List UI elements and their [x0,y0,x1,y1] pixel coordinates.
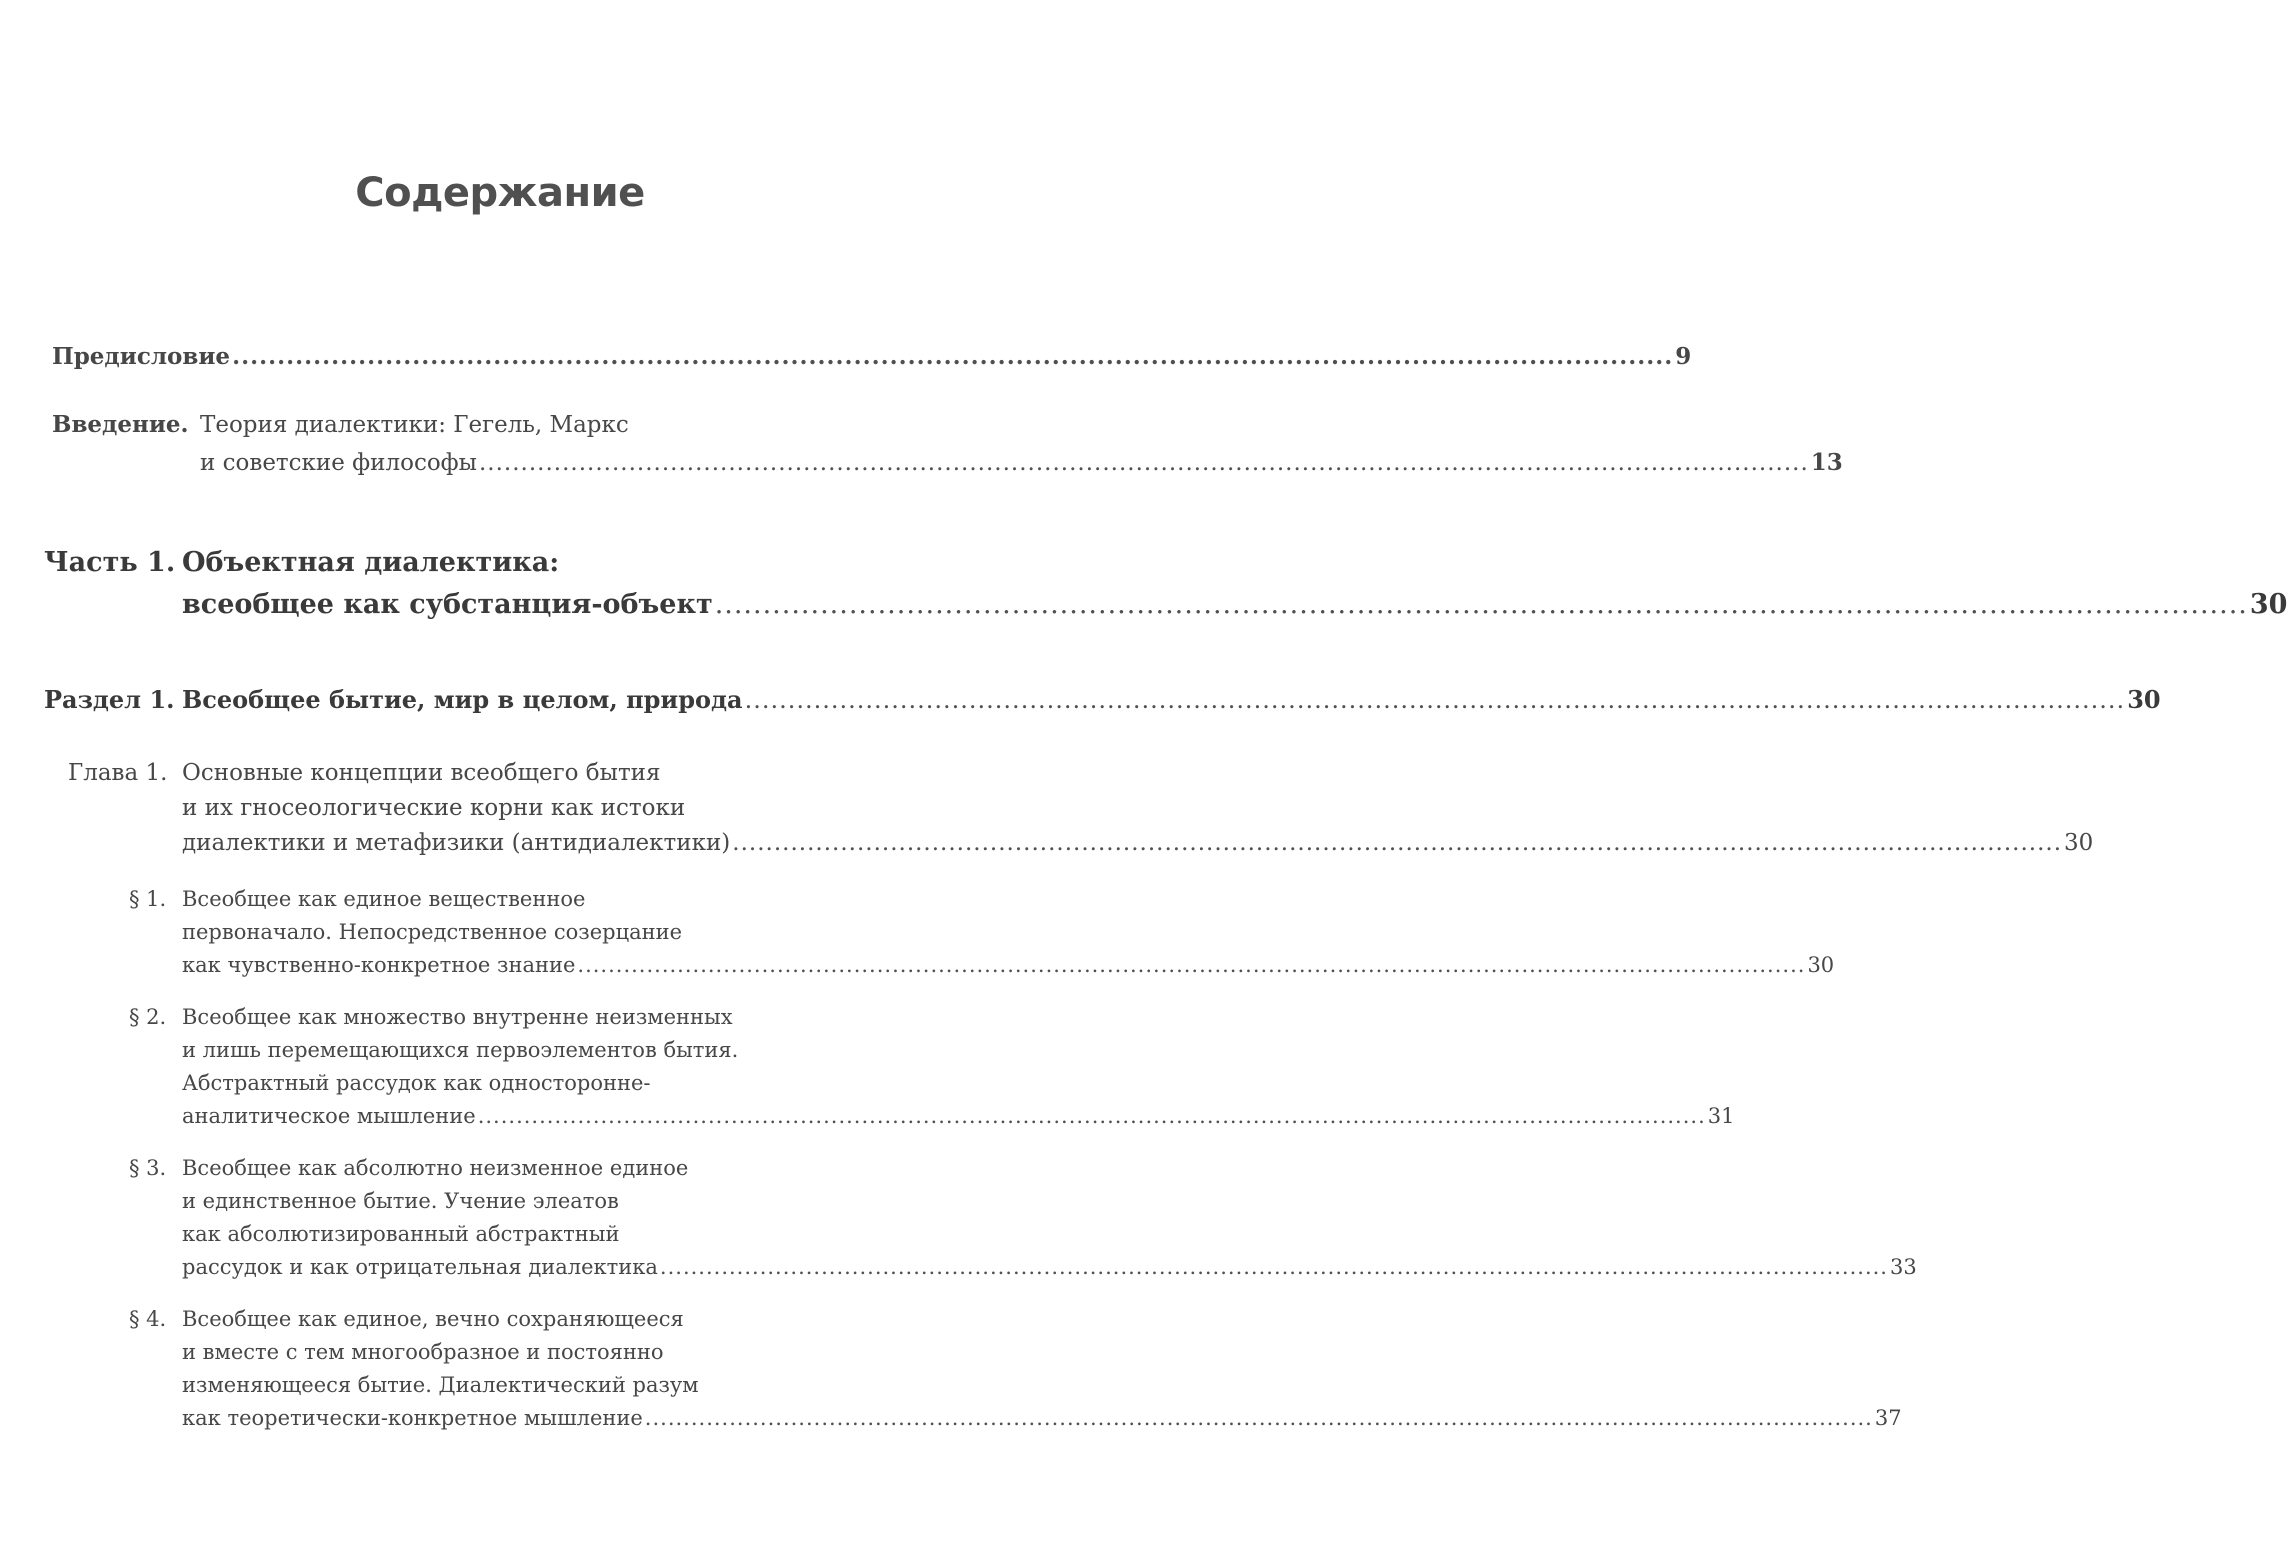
entry-title-line: диалектики и метафизики (антидиалектики) [182,830,731,856]
dot-leader: ................................................................................................................................................................ [232,343,1674,370]
entry-title-line: как теоретически-конкретное мышление [182,1406,643,1430]
entry-title-line: и советские философы [200,450,477,476]
page-number: 9 [1675,343,1692,370]
entry-label: Глава 1. [68,760,168,786]
dot-leader: ................................................................................................................................................................ [479,450,1809,476]
entry-title-line: первоначало. Непосредственное созерцание [182,920,683,944]
dot-leader: ................................................................................................................................................................ [714,589,2248,620]
dot-leader: ................................................................................................................................................................ [659,1255,1888,1279]
entry-title-line: и единственное бытие. Учение элеатов [182,1189,619,1213]
page-number: 30 [2127,685,2161,714]
page-number: 30 [2064,830,2094,856]
dot-leader: ................................................................................................................................................................ [732,830,2063,856]
entry-title-line: Всеобщее как единое, вечно сохраняющееся [182,1307,684,1331]
entry-title-line: Всеобщее как множество внутренне неизменных [182,1005,733,1029]
entry-title-line: и вместе с тем многообразное и постоянно [182,1340,664,1364]
page-number: 30 [2249,589,2287,620]
entry-title-line: Всеобщее как абсолютно неизменное единое [182,1156,689,1180]
page-number: 31 [1707,1104,1735,1128]
entry-label: § 4. [129,1307,167,1331]
entry-label: Раздел 1. [44,685,175,714]
entry-title-line: как абсолютизированный абстрактный [182,1222,620,1246]
entry-title-line: Всеобщее как единое вещественное [182,887,586,911]
page-title: Содержание [355,170,645,216]
entry-title-line: как чувственно-конкретное знание [182,953,576,977]
entry-title-line: всеобщее как субстанция-объект [182,589,713,620]
entry-label: § 2. [129,1005,167,1029]
dot-leader: ................................................................................................................................................................ [577,953,1806,977]
entry-title-line: Основные концепции всеобщего бытия [182,760,661,786]
entry-label: § 3. [129,1156,167,1180]
entry-title-line: рассудок и как отрицательная диалектика [182,1255,658,1279]
entry-title-line: Абстрактный рассудок как односторонне- [182,1071,651,1095]
entry-label: § 1. [129,887,167,911]
entry-title-line: и лишь перемещающихся первоэлементов бытия. [182,1038,739,1062]
dot-leader: ................................................................................................................................................................ [744,686,2126,714]
page-number: 33 [1889,1255,1917,1279]
entry-title-line: аналитическое мышление [182,1104,476,1128]
entry-label: Часть 1. [44,547,176,578]
page-number: 37 [1874,1406,1902,1430]
entry-label: Введение. [52,411,189,438]
dot-leader: ................................................................................................................................................................ [644,1406,1873,1430]
entry-title-line: Объектная диалектика: [182,547,560,578]
entry-title-line: изменяющееся бытие. Диалектический разум [182,1373,699,1397]
entry-title: Предисловие [52,343,231,370]
page-number: 13 [1810,449,1843,476]
page-number: 30 [1807,953,1835,977]
entry-title-line: и их гносеологические корни как истоки [182,795,686,821]
entry-title-line: Всеобщее бытие, мир в целом, природа [182,685,743,714]
entry-title-line: Теория диалектики: Гегель, Маркс [200,412,629,438]
dot-leader: ................................................................................................................................................................ [477,1104,1706,1128]
